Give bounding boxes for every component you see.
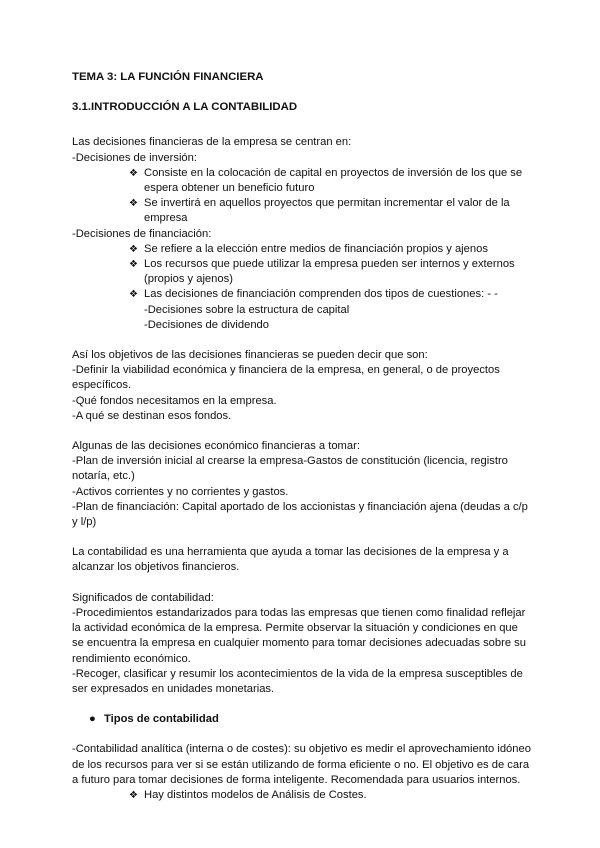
decisiones-line: notaría, etc.) [72, 470, 135, 483]
significados-line: la actividad económica de la empresa. Permite observar la situación y condiciones en que [72, 622, 518, 635]
inversion-bullet-continued: empresa [144, 212, 188, 225]
decisiones-line: -Activos corrientes y no corrientes y gastos. [72, 485, 289, 498]
significados-line: se encuentra la empresa en cualquier momento para tomar decisiones adecuadas sobre su [72, 637, 526, 650]
financiacion-bullet [72, 287, 542, 302]
analitica-line: de los recursos para ver si se están utilizando de forma eficiente o no. El objetivo es de cara [72, 758, 530, 771]
diamond-bullet-icon: ❖ [129, 243, 138, 255]
inversion-bullet [72, 166, 542, 181]
bullet-text: Las decisiones de financiación comprenden dos tipos de cuestiones: - - [144, 288, 498, 301]
analitica-line: -Contabilidad analítica (interna o de costes): su objetivo es medir el aprovechamiento idóneo [72, 743, 531, 756]
significados-line: -Procedimientos estandarizados para todas las empresas que tienen como finalidad reflejar [72, 606, 526, 619]
herramienta-line: La contabilidad es una herramienta que ayuda a tomar las decisiones de la empresa y a [72, 546, 509, 559]
tipos-heading-text: Tipos de contabilidad [104, 713, 219, 726]
objetivos-line: Así los objetivos de las decisiones financieras se pueden decir que son: [72, 349, 428, 362]
document-title: TEMA 3: LA FUNCIÓN FINANCIERA [72, 71, 264, 83]
financiacion-sub-item: -Decisiones de dividendo [144, 318, 270, 331]
dot-bullet-icon: ● [89, 713, 96, 726]
decisiones-line: y l/p) [72, 516, 97, 529]
financiacion-label: -Decisiones de financiación: [72, 227, 212, 240]
objetivos-line: específicos. [72, 379, 132, 392]
analitica-bullet [72, 788, 542, 803]
significados-line: Significados de contabilidad: [72, 591, 214, 604]
bullet-text: Consiste en la colocación de capital en proyectos de inversión de los que se [144, 166, 523, 179]
section-title: 3.1.INTRODUCCIÓN A LA CONTABILIDAD [72, 101, 298, 114]
objetivos-line: -A qué se destinan esos fondos. [72, 409, 232, 422]
bullet-text: Hay distintos modelos de Análisis de Costes. [144, 788, 367, 801]
bullet-text: Los recursos que puede utilizar la empresa pueden ser internos y externos [144, 258, 515, 271]
decisiones-line: Algunas de las decisiones económico financieras a tomar: [72, 440, 360, 453]
intro-lead: Las decisiones financieras de la empresa se centran en: [72, 136, 352, 149]
financiacion-bullet [72, 257, 542, 272]
tipos-heading [72, 712, 542, 727]
decisiones-line: -Plan de financiación: Capital aportado de los accionistas y financiación ajena (deudas a c/p [72, 500, 528, 513]
analitica-line: a futuro para tomar decisiones de forma inteligente. Recomendada para usuarios internos. [72, 773, 521, 786]
diamond-bullet-icon: ❖ [129, 198, 138, 210]
diamond-bullet-icon: ❖ [129, 259, 138, 271]
significados-line: -Recoger, clasificar y resumir los acontecimientos de la vida de la empresa susceptibles de [72, 667, 523, 680]
objetivos-line: -Qué fondos necesitamos en la empresa. [72, 394, 277, 407]
financiacion-bullet-continued: (propios y ajenos) [144, 273, 233, 286]
document-page [72, 70, 542, 803]
objetivos-line: -Definir la viabilidad económica y financiera de la empresa, en general, o de proyectos [72, 364, 500, 377]
herramienta-line: alcanzar los objetivos financieros. [72, 561, 240, 574]
financiacion-sub-item: -Decisiones sobre la estructura de capital [144, 303, 350, 316]
bullet-text: Se invertirá en aquellos proyectos que permitan incrementar el valor de la [144, 197, 510, 210]
inversion-bullet-continued: espera obtener un beneficio futuro [144, 182, 315, 195]
diamond-bullet-icon: ❖ [129, 289, 138, 301]
diamond-bullet-icon: ❖ [129, 789, 138, 801]
financiacion-bullet [72, 242, 542, 257]
inversion-bullet [72, 196, 542, 211]
decisiones-line: -Plan de inversión inicial al crearse la empresa-Gastos de constitución (licencia, registro [72, 455, 508, 468]
significados-line: rendimiento económico. [72, 652, 191, 665]
bullet-text: Se refiere a la elección entre medios de financiación propios y ajenos [144, 242, 488, 255]
diamond-bullet-icon: ❖ [129, 167, 138, 179]
inversion-label: -Decisiones de inversión: [72, 151, 197, 164]
significados-line: ser expresados en unidades monetarias. [72, 682, 275, 695]
